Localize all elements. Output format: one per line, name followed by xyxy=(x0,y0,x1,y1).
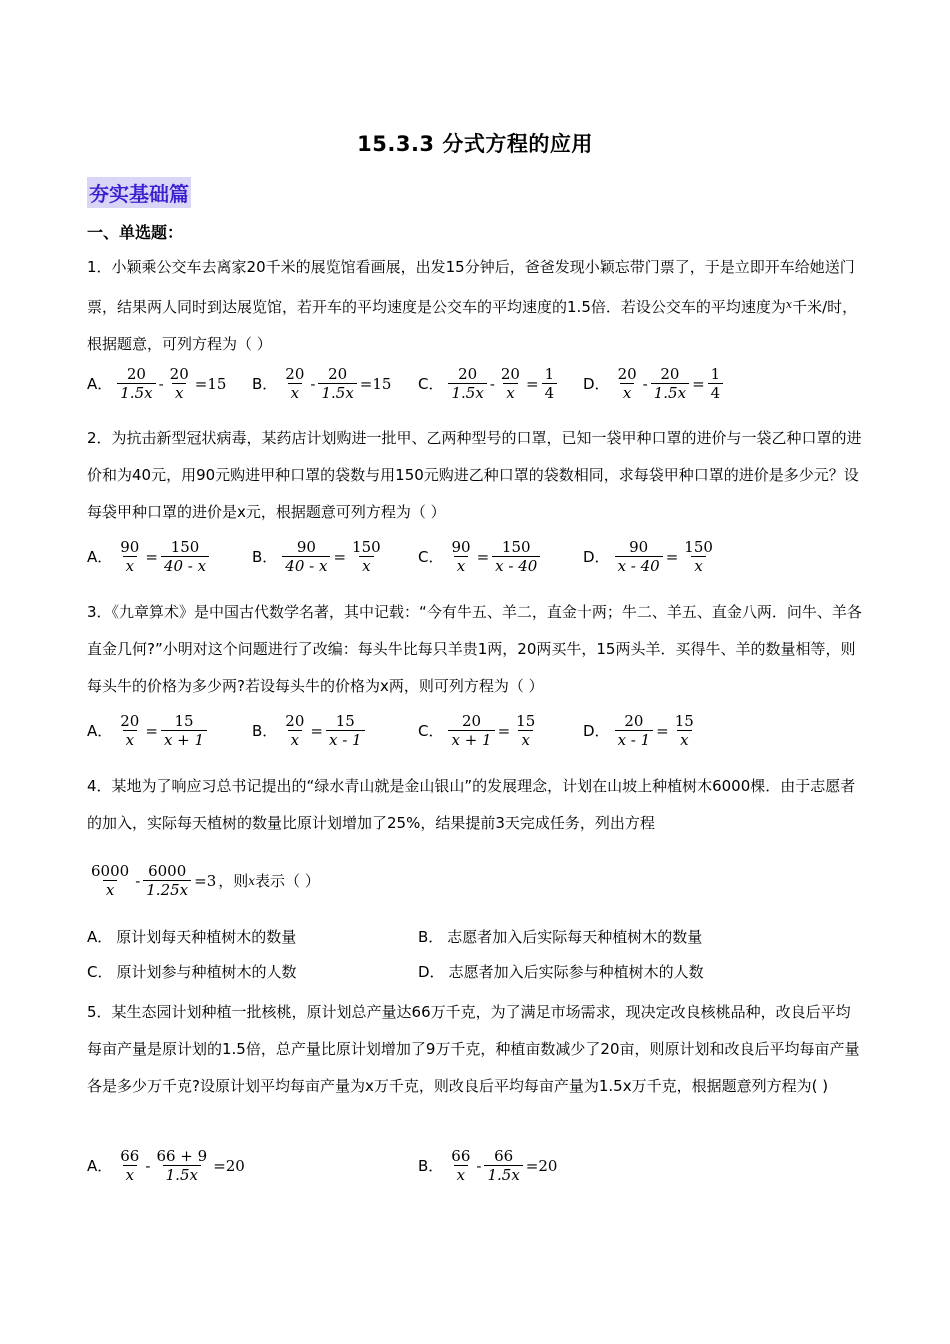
fraction xyxy=(161,538,209,575)
numerator: 6000 xyxy=(148,862,187,880)
denominator: x xyxy=(123,1165,137,1184)
denominator: 1.25x xyxy=(143,880,191,899)
fraction xyxy=(615,365,640,402)
operator: - xyxy=(145,1156,151,1175)
denominator: x xyxy=(288,383,302,402)
fraction xyxy=(318,365,356,402)
numerator: 15 xyxy=(174,712,194,730)
numerator: 66 xyxy=(451,1147,471,1165)
numerator: 20 xyxy=(660,365,680,383)
numerator: 1 xyxy=(710,365,721,383)
option-text: 原计划每天种植树木的数量 xyxy=(116,928,297,946)
equals: = xyxy=(145,547,158,566)
denominator: x - 1 xyxy=(615,730,654,749)
equals: = xyxy=(692,374,705,393)
rhs: =15 xyxy=(359,374,392,393)
question-5: 5．某生态园计划种植一批核桃，原计划总产量达66万千克，为了满足市场需求，现决定改良核桃品种，改良后平均每亩产量是原计划的1.5倍，总产量比原计划增加了9万千克，种植亩数减少了20亩，则原计划和改良后平均每亩产量各是多少万千克?设原计划平均每亩产量为x万千克，则改良后平均每亩产量为1.5x万千克，根据题意列方程为( ) xyxy=(87,1003,860,1095)
question-1-option-c[interactable] xyxy=(418,365,558,402)
fraction xyxy=(167,365,192,402)
question-4: 4．某地为了响应习总书记提出的“绿水青山就是金山银山”的发展理念，计划在山坡上种植树木6000棵．由于志愿者的加入，实际每天植树的数量比原计划增加了25%，结果提前3天完成任务，列出方程 xyxy=(87,777,856,832)
rhs: =15 xyxy=(194,374,227,393)
question-4-option-a[interactable] xyxy=(87,926,296,947)
fraction xyxy=(117,538,142,575)
numerator: 15 xyxy=(335,712,355,730)
operator: - xyxy=(135,871,141,890)
question-3-option-b[interactable] xyxy=(252,712,366,749)
denominator: 4 xyxy=(542,383,558,402)
numerator: 20 xyxy=(500,365,520,383)
question-5-option-a[interactable] xyxy=(87,1147,247,1184)
equals: = xyxy=(145,721,158,740)
denominator: x xyxy=(503,383,517,402)
option-label: B． xyxy=(252,722,278,740)
option-label: A． xyxy=(87,722,113,740)
fraction xyxy=(161,712,207,749)
option-label: C． xyxy=(418,375,444,393)
numerator: 150 xyxy=(684,538,713,556)
numerator: 90 xyxy=(629,538,649,556)
rhs: =20 xyxy=(525,1156,558,1175)
option-label: B． xyxy=(418,928,444,946)
option-label: D． xyxy=(583,375,610,393)
denominator: x xyxy=(518,730,532,749)
numerator: 90 xyxy=(296,538,316,556)
question-3-option-a[interactable] xyxy=(87,712,208,749)
numerator: 1 xyxy=(544,365,555,383)
numerator: 90 xyxy=(120,538,140,556)
question-2-option-c[interactable] xyxy=(418,538,541,575)
equals: = xyxy=(656,721,669,740)
equals: = xyxy=(497,721,511,740)
question-1-text: 1．小颖乘公交车去离家20千米的展览馆看画展，出发15分钟后，爸爸发现小颖忘带门票了，于是立即开车给她送门票，结果两人同时到达展览馆，若开车的平均速度是公交车的平均速度的1.5倍．若设公交车的平均速度为 xyxy=(87,258,855,316)
equation-tail-2: 表示（ ） xyxy=(255,872,320,890)
option-label: B． xyxy=(418,1157,444,1175)
option-label: C． xyxy=(418,722,444,740)
denominator: 1.5x xyxy=(163,1165,201,1184)
denominator: x xyxy=(454,556,468,575)
fraction xyxy=(326,712,365,749)
numerator: 20 xyxy=(285,712,305,730)
question-1 xyxy=(87,249,862,363)
fraction xyxy=(282,538,330,575)
numerator: 20 xyxy=(285,365,305,383)
numerator: 20 xyxy=(624,712,644,730)
question-3-option-c[interactable] xyxy=(418,712,539,749)
fraction xyxy=(143,862,191,899)
equals: = xyxy=(333,547,347,566)
fraction xyxy=(448,365,486,402)
denominator: x xyxy=(103,880,117,899)
section-heading: 夯实基础篇 xyxy=(87,177,191,208)
operator: - xyxy=(489,374,495,393)
operator: - xyxy=(642,374,648,393)
operator: - xyxy=(158,374,164,393)
operator: - xyxy=(310,374,316,393)
option-label: C． xyxy=(418,548,444,566)
numerator: 66 xyxy=(120,1147,140,1165)
option-text: 原计划参与种植树木的人数 xyxy=(116,963,297,981)
numerator: 20 xyxy=(617,365,637,383)
denominator: x - 40 xyxy=(492,556,540,575)
rhs: =20 xyxy=(213,1156,245,1175)
numerator: 150 xyxy=(352,538,381,556)
question-1-option-b[interactable] xyxy=(252,365,393,402)
denominator: x xyxy=(359,556,373,575)
question-4-option-b[interactable] xyxy=(418,926,702,947)
question-2: 2．为抗击新型冠状病毒，某药店计划购进一批甲、乙两种型号的口罩，已知一袋甲种口罩的进价与一袋乙种口罩的进价和为40元，用90元购进甲种口罩的袋数与用150元购进乙种口罩的袋数相同，求每袋甲种口罩的进价是多少元？设每袋甲种口罩的进价是x元，根据题意可列方程为（ ） xyxy=(87,429,862,521)
numerator: 15 xyxy=(516,712,536,730)
fraction xyxy=(615,538,663,575)
denominator: 4 xyxy=(708,383,724,402)
subsection-heading: 一、单选题： xyxy=(87,223,184,242)
question-4-equation xyxy=(87,862,320,899)
question-2-option-b[interactable] xyxy=(252,538,385,575)
fraction xyxy=(349,538,384,575)
denominator: 40 - x xyxy=(282,556,330,575)
numerator: 90 xyxy=(451,538,471,556)
fraction xyxy=(117,1147,142,1184)
denominator: x xyxy=(691,556,705,575)
option-text: 志愿者加入后实际每天种植树木的数量 xyxy=(447,928,703,946)
option-label: D． xyxy=(583,548,610,566)
question-1-text-after: 千米/时，根据题意，可列方程为（ ） xyxy=(87,298,858,353)
fraction xyxy=(498,365,523,402)
denominator: x - 40 xyxy=(615,556,663,575)
fraction xyxy=(615,712,654,749)
question-3: 3．《九章算术》是中国古代数学名著，其中记载：“今有牛五、羊二，直金十两；牛二、羊五、直金八两．问牛、羊各直金几何?”小明对这个问题进行了改编：每头牛比每只羊贵1两，20两买牛，15两头羊．买得牛、羊的数量相等，则每头牛的价格为多少两?若设每头牛的价格为x两，则可列方程为（ ） xyxy=(87,603,862,695)
rhs: =3 xyxy=(194,871,217,890)
fraction xyxy=(88,862,132,899)
fraction xyxy=(708,365,724,402)
question-5-option-b[interactable] xyxy=(418,1147,559,1184)
numerator: 15 xyxy=(674,712,694,730)
numerator: 66 + 9 xyxy=(156,1147,208,1165)
fraction xyxy=(672,712,697,749)
denominator: x xyxy=(454,1165,468,1184)
numerator: 150 xyxy=(501,538,531,556)
fraction xyxy=(282,365,307,402)
option-label: A． xyxy=(87,1157,113,1175)
denominator: x xyxy=(123,730,137,749)
option-label: D． xyxy=(418,963,445,981)
numerator: 20 xyxy=(458,365,478,383)
option-label: D． xyxy=(583,722,610,740)
equals: = xyxy=(665,547,679,566)
fraction xyxy=(117,712,142,749)
question-4-option-d[interactable] xyxy=(418,961,704,982)
equals: = xyxy=(476,547,490,566)
numerator: 66 xyxy=(494,1147,514,1165)
denominator: x xyxy=(123,556,137,575)
fraction xyxy=(448,712,494,749)
operator: - xyxy=(476,1156,482,1175)
question-3-option-d[interactable] xyxy=(583,712,698,749)
equals: = xyxy=(525,374,539,393)
fraction xyxy=(448,1147,473,1184)
fraction xyxy=(282,712,307,749)
denominator: x + 1 xyxy=(448,730,494,749)
question-4-option-c[interactable] xyxy=(87,961,297,982)
equation-tail: ，则 xyxy=(218,872,249,890)
fraction xyxy=(484,1147,522,1184)
fraction xyxy=(117,365,155,402)
fraction xyxy=(681,538,716,575)
numerator: 20 xyxy=(169,365,189,383)
denominator: x + 1 xyxy=(161,730,207,749)
equation-var: x xyxy=(248,873,256,888)
question-1-var: x xyxy=(785,298,793,311)
question-1-option-a[interactable] xyxy=(87,365,228,402)
question-2-option-a[interactable] xyxy=(87,538,210,575)
option-label: B． xyxy=(252,375,278,393)
numerator: 20 xyxy=(461,712,482,730)
page-title: 15.3.3 分式方程的应用 xyxy=(357,132,593,156)
fraction xyxy=(542,365,558,402)
numerator: 20 xyxy=(126,365,146,383)
option-label: C． xyxy=(87,963,113,981)
numerator: 150 xyxy=(170,538,200,556)
numerator: 20 xyxy=(120,712,140,730)
denominator: x xyxy=(620,383,634,402)
denominator: 1.5x xyxy=(651,383,689,402)
option-label: B． xyxy=(252,548,278,566)
equals: = xyxy=(310,721,323,740)
fraction xyxy=(651,365,689,402)
option-label: A． xyxy=(87,548,113,566)
option-label: A． xyxy=(87,375,113,393)
option-text: 志愿者加入后实际参与种植树木的人数 xyxy=(448,963,704,981)
denominator: x - 1 xyxy=(326,730,365,749)
option-label: A． xyxy=(87,928,113,946)
denominator: 1.5x xyxy=(448,383,486,402)
numerator: 20 xyxy=(328,365,348,383)
denominator: x xyxy=(288,730,302,749)
fraction xyxy=(492,538,540,575)
numerator: 6000 xyxy=(91,862,130,880)
denominator: 1.5x xyxy=(117,383,155,402)
denominator: 40 - x xyxy=(161,556,209,575)
fraction xyxy=(448,538,473,575)
denominator: x xyxy=(172,383,186,402)
question-1-option-d[interactable] xyxy=(583,365,724,402)
fraction xyxy=(153,1147,210,1184)
denominator: 1.5x xyxy=(484,1165,522,1184)
denominator: 1.5x xyxy=(318,383,356,402)
question-2-option-d[interactable] xyxy=(583,538,717,575)
fraction xyxy=(513,712,538,749)
denominator: x xyxy=(677,730,691,749)
